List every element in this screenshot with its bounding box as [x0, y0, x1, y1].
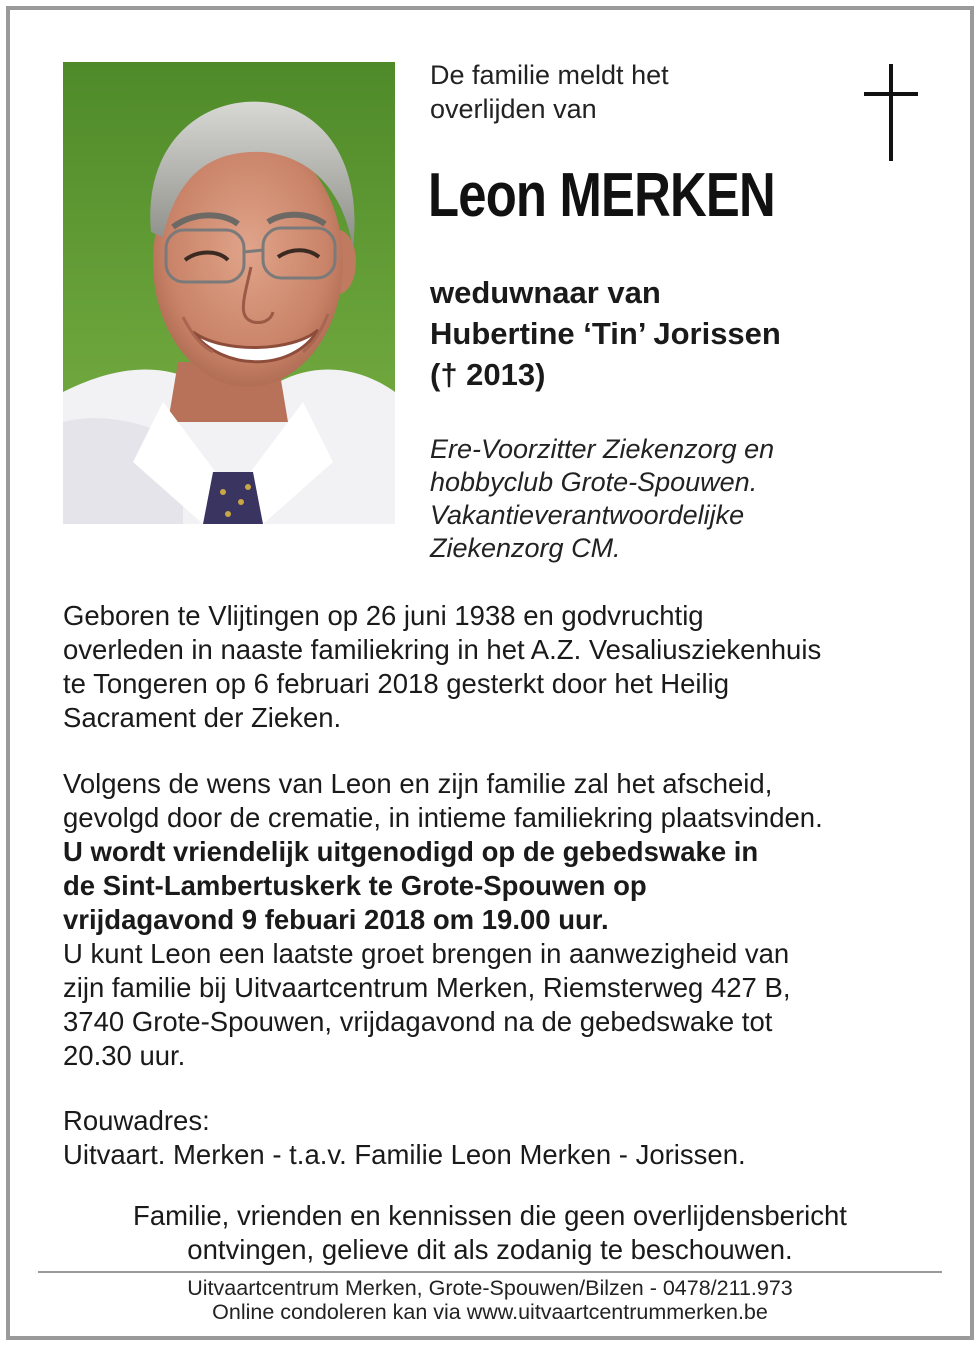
obituary-card — [6, 6, 974, 1340]
footer-contact: Uitvaartcentrum Merken, Grote-Spouwen/Bilzen - 0478/211.973 — [187, 1276, 793, 1300]
paragraph-line: overleden in naaste familiekring in het A.Z. Vesaliusziekenhuis — [63, 634, 822, 665]
spouse-death-year: († 2013) — [430, 357, 546, 392]
footer-divider — [38, 1271, 942, 1273]
paragraph-line: gevolgd door de crematie, in intieme familiekring plaatsvinden. — [63, 802, 823, 833]
footer — [10, 1276, 970, 1324]
mourning-address — [63, 1104, 943, 1172]
deceased-name: Leon MERKEN — [428, 161, 775, 230]
paragraph-line: 20.30 uur. — [63, 1040, 186, 1071]
farewell-paragraph — [63, 767, 943, 1073]
address-value: Uitvaart. Merken - t.a.v. Familie Leon Merken - Jorissen. — [63, 1139, 746, 1170]
notice-line: ontvingen, gelieve dit als zodanig te beschouwen. — [187, 1234, 793, 1265]
birth-death-paragraph — [63, 599, 943, 735]
role-line: Ziekenzorg CM. — [430, 533, 621, 563]
paragraph-line: Volgens de wens van Leon en zijn familie zal het afscheid, — [63, 768, 773, 799]
paragraph-line: zijn familie bij Uitvaartcentrum Merken, Riemsterweg 427 B, — [63, 972, 791, 1003]
portrait-photo — [63, 62, 395, 524]
roles-text — [430, 433, 774, 565]
paragraph-line: Sacrament der Zieken. — [63, 702, 342, 733]
paragraph-line: 3740 Grote-Spouwen, vrijdagavond na de gebedswake tot — [63, 1006, 773, 1037]
notice-text — [10, 1199, 970, 1267]
portrait-illustration — [63, 62, 395, 524]
paragraph-line: Geboren te Vlijtingen op 26 juni 1938 en godvruchtig — [63, 600, 704, 631]
paragraph-line: te Tongeren op 6 februari 2018 gesterkt door het Heilig — [63, 668, 730, 699]
widower-of — [430, 272, 781, 395]
spouse-name: Hubertine ‘Tin’ Jorissen — [430, 316, 781, 351]
paragraph-line: U kunt Leon een laatste groet brengen in aanwezigheid van — [63, 938, 790, 969]
role-line: Vakantieverantwoordelijke — [430, 500, 745, 530]
notice-line: Familie, vrienden en kennissen die geen overlijdensbericht — [133, 1200, 847, 1231]
intro-text — [430, 58, 669, 126]
invitation-line: vrijdagavond 9 febuari 2018 om 19.00 uur. — [63, 904, 609, 935]
widower-line: weduwnaar van — [430, 275, 661, 310]
intro-line: overlijden van — [430, 94, 597, 124]
invitation-line: U wordt vriendelijk uitgenodigd op de gebedswake in — [63, 836, 759, 867]
cross-icon — [862, 64, 922, 164]
address-label: Rouwadres: — [63, 1105, 210, 1136]
intro-line: De familie meldt het — [430, 60, 669, 90]
role-line: Ere-Voorzitter Ziekenzorg en — [430, 434, 775, 464]
footer-website: Online condoleren kan via www.uitvaartcentrummerken.be — [212, 1300, 768, 1324]
role-line: hobbyclub Grote-Spouwen. — [430, 467, 758, 497]
invitation-line: de Sint-Lambertuskerk te Grote-Spouwen op — [63, 870, 647, 901]
